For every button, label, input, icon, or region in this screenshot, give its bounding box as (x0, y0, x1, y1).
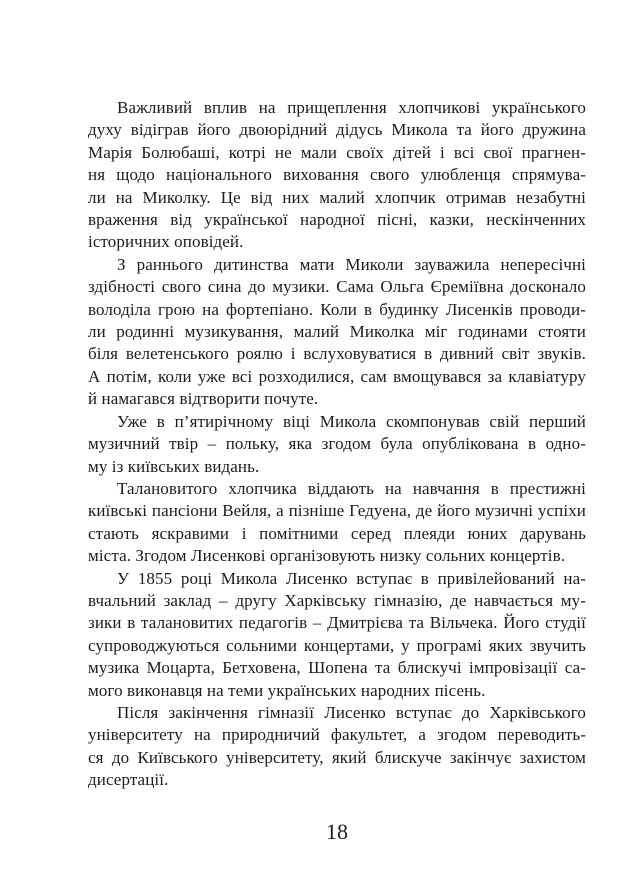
page-number: 18 (326, 819, 348, 844)
text-line: біля велетенського роялю і вслуховуватися в дивний світ звуків. (88, 344, 586, 364)
text-line: вчальний заклад – другу Харківську гімназію, де навчається му- (88, 590, 586, 610)
paragraph (88, 97, 586, 254)
paragraph (88, 478, 586, 568)
text-line: міста. Згодом Лисенкові організовують низку сольних концертів. (88, 546, 566, 566)
text-line: стають яскравими і помітними серед плеяди юних дарувань (88, 523, 586, 543)
text-line: Талановитого хлопчика віддають на навчання в престижні (117, 478, 586, 498)
paragraph (88, 254, 586, 411)
text-line: музичний твір – польку, яка згодом була опублікована в одно- (88, 434, 586, 454)
text-line: університету на природничий факультет, а згодом переводить- (88, 725, 586, 745)
text-line: музика Моцарта, Бетховена, Шопена та блискучі імпровізації са- (88, 658, 586, 678)
text-line: ли родинні музикування, малий Миколка міг годинами стояти (88, 322, 586, 342)
text-line: ли на Миколку. Це від них малий хлопчик отримав незабутні (88, 187, 586, 207)
paragraph (88, 568, 586, 702)
text-line: володіла грою на фортепіано. Коли в будинку Лисенків проводи- (88, 299, 586, 319)
text-line: Марія Болюбаші, котрі не мали своїх дітей і всі свої прагнен- (88, 142, 586, 162)
text-line: му із київських видань. (88, 456, 260, 476)
text-line: мого виконавця на теми українських народних пісень. (88, 680, 486, 700)
text-line: ня щодо національного виховання свого улюбленця спрямува- (88, 165, 586, 185)
text-line: враження від української народної пісні, казки, нескінченних (88, 210, 586, 230)
paragraph (88, 411, 586, 478)
text-line: Уже в п’ятирічному віці Микола скомпонував свій перший (117, 411, 586, 431)
text-line: історичних оповідей. (88, 232, 244, 252)
text-line: зики в талановитих педагогів – Дмитрієва та Вільчека. Його студії (88, 613, 586, 633)
text-line: духу відіграв його двоюрідний дідусь Микола та його дружина (88, 120, 586, 140)
text-line: й намагався відтворити почуте. (88, 389, 319, 409)
text-line: Після закінчення гімназії Лисенко вступає до Харківського (117, 702, 586, 722)
text-line: Важливий вплив на прищеплення хлопчикові українського (117, 98, 586, 117)
text-line: здібності свого сина до музики. Сама Ольга Єреміївна досконало (88, 277, 586, 297)
text-line: А потім, коли уже всі розходилися, сам вмощувався за клавіатуру (88, 366, 586, 386)
text-line: З раннього дитинства мати Миколи зауважила непересічні (117, 254, 586, 274)
text-line: ся до Київського університету, який блискуче закінчує захистом (88, 747, 586, 767)
page-text (88, 97, 586, 792)
text-line: У 1855 році Микола Лисенко вступає в привілейований на- (117, 568, 586, 588)
text-line: супроводжуються сольними концертами, у програмі яких звучить (88, 635, 586, 655)
text-line: дисертації. (88, 770, 169, 790)
paragraph (88, 702, 586, 792)
text-line: київські пансіони Вейля, а пізніше Гедуена, де його музичні успіхи (88, 501, 586, 521)
